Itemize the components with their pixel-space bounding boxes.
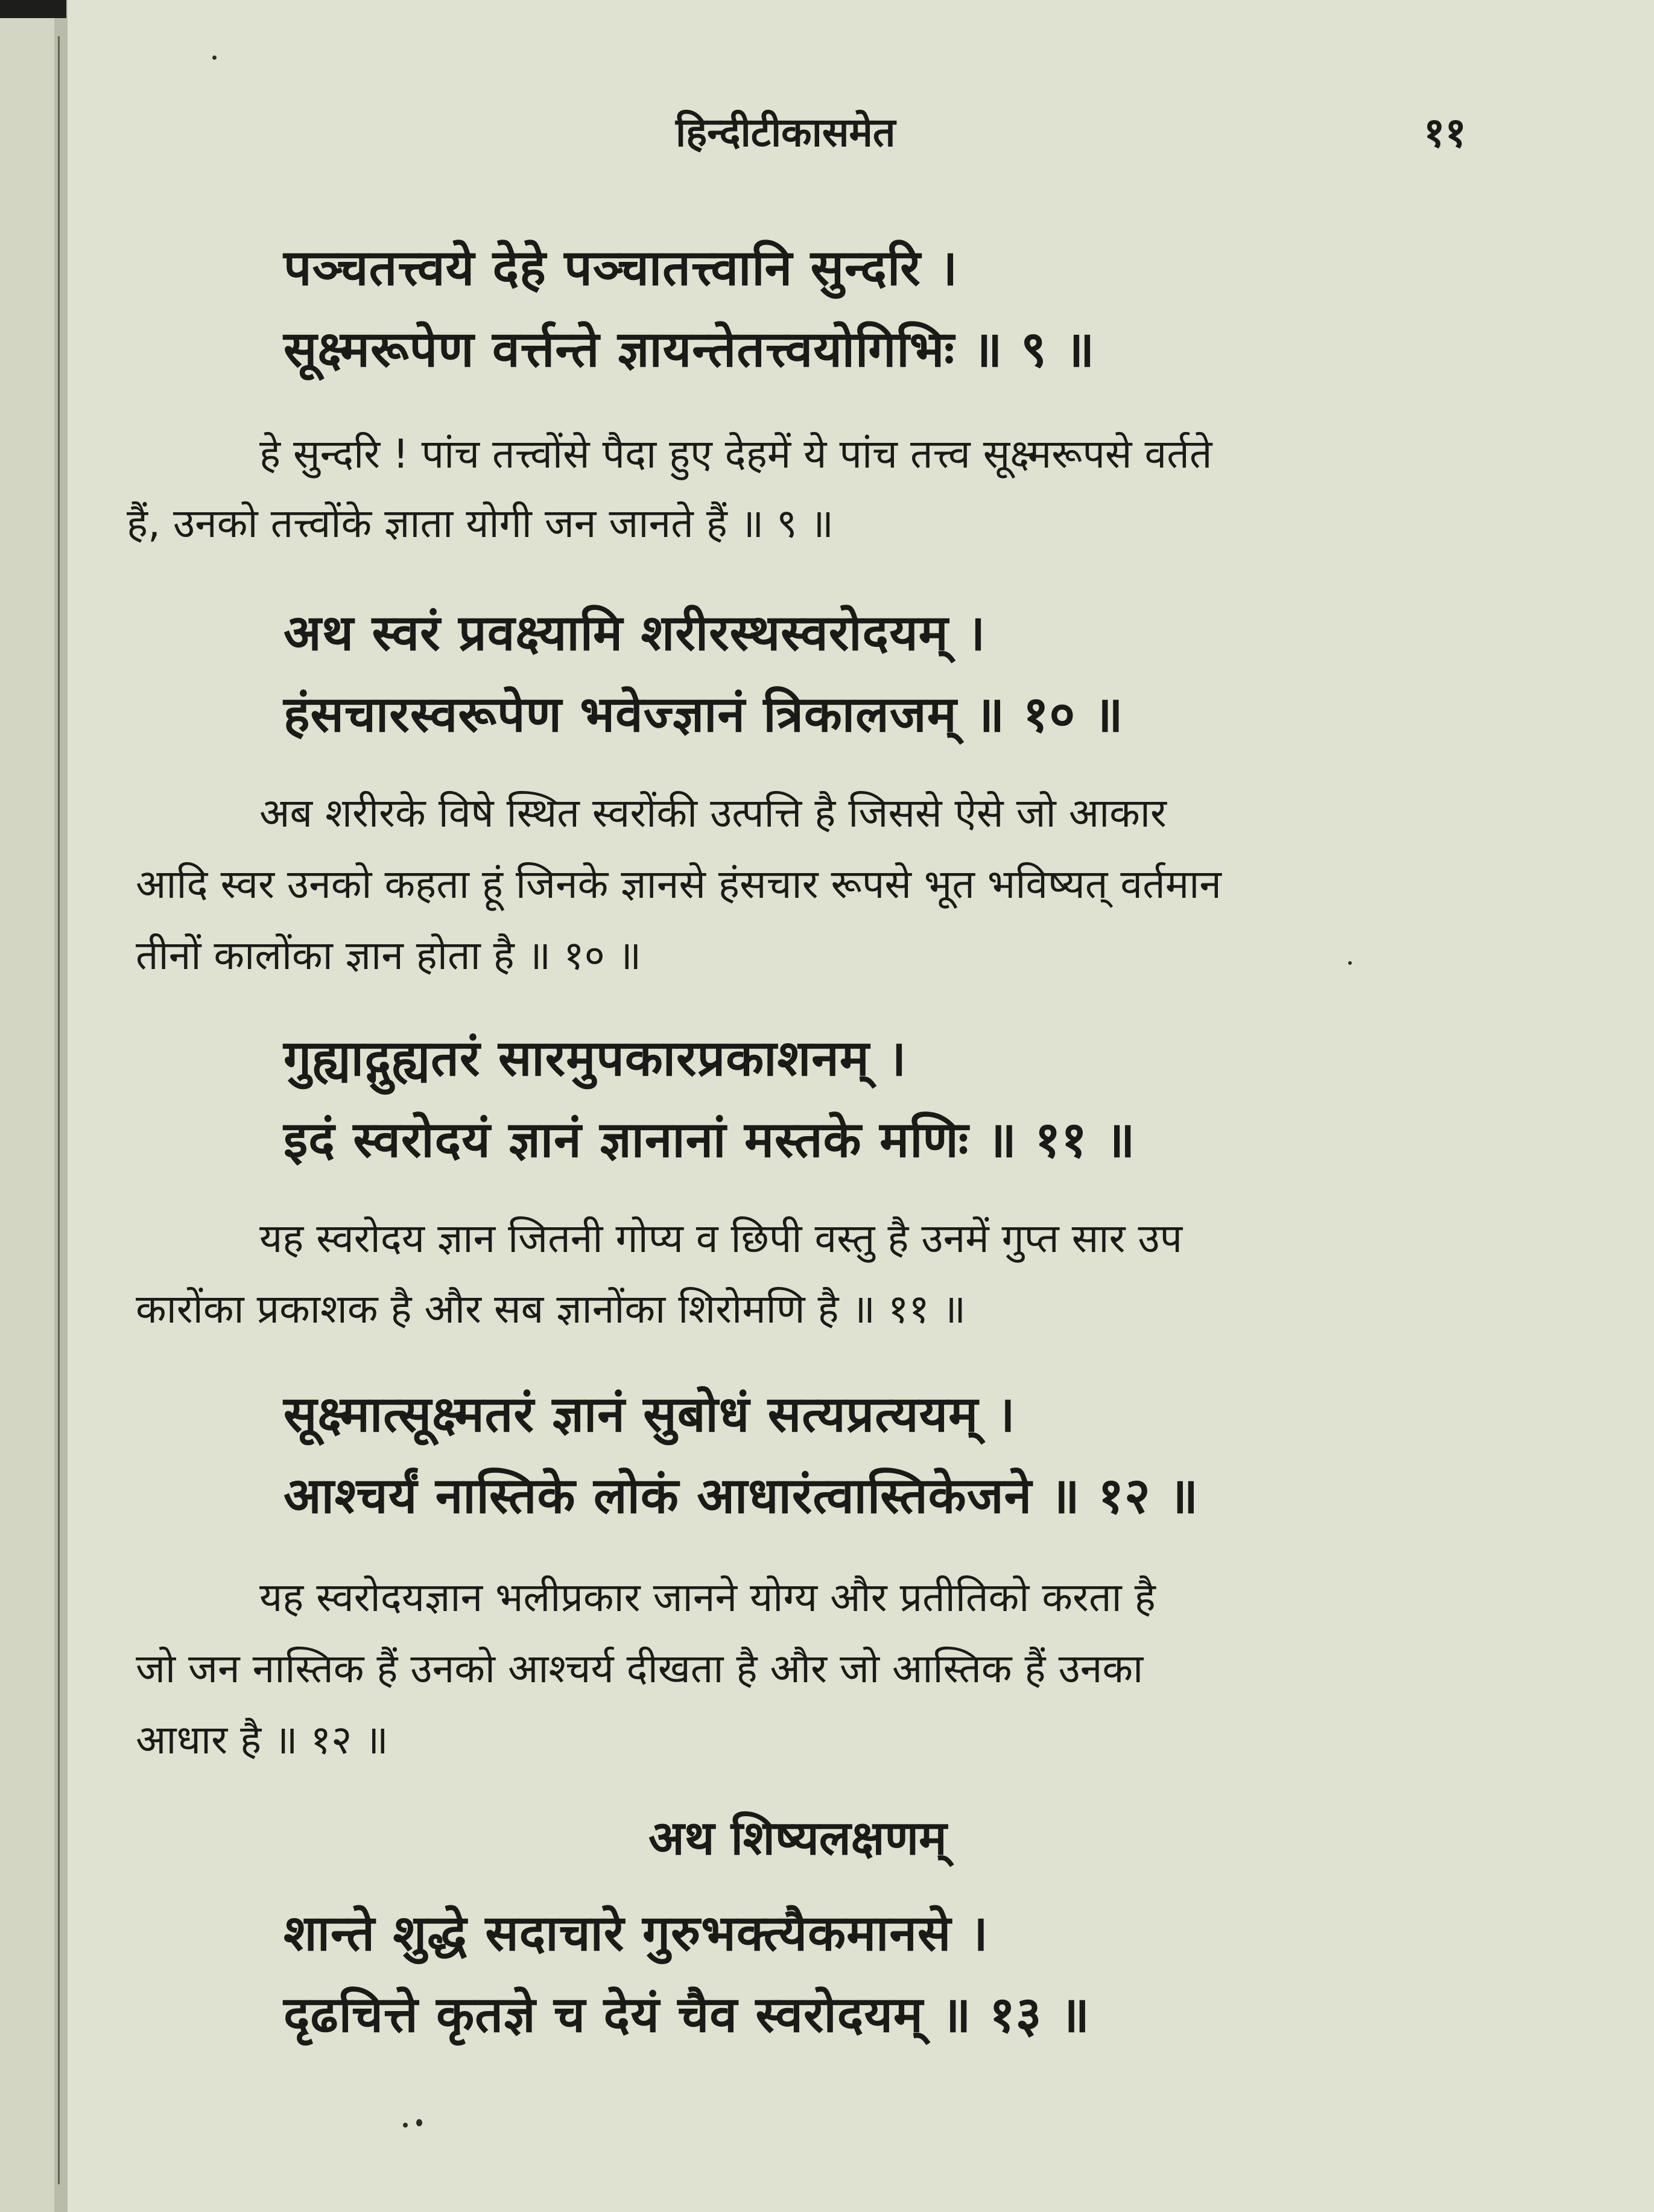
verse-9-line-1: पञ्चतत्त्वये देहे पञ्चातत्त्वानि सुन्दरि । <box>284 240 958 297</box>
page-number: ११ <box>1424 109 1466 157</box>
commentary-12-line-2: जो जन नास्तिक हैं उनको आश्चर्य दीखता है और जो आस्तिक हैं उनका <box>136 1645 1144 1692</box>
verse-11-line-2: इदं स्वरोदयं ज्ञानं ज्ञानानां मस्तके मणिः ॥ ११ ॥ <box>284 1111 1136 1169</box>
binding-corner <box>0 0 66 18</box>
print-speck <box>212 56 217 60</box>
print-speck <box>416 2119 422 2126</box>
commentary-10-line-1: अब शरीरके विषे स्थित स्वरोंकी उत्पत्ति है जिससे ऐसे जो आकार <box>259 790 1167 836</box>
commentary-9-line-1: हे सुन्दरि ! पांच तत्त्वोंसे पैदा हुए देहमें ये पांच तत्त्व सूक्ष्मरूपसे वर्तते <box>259 431 1212 477</box>
print-speck <box>1348 961 1352 965</box>
verse-10-line-2: हंसचारस्वरूपेण भवेज्ज्ञानं त्रिकालजम् ॥ १० ॥ <box>284 686 1124 743</box>
verse-12-line-2: आश्चर्यं नास्तिके लोकं आधारंत्वास्तिकेजने ॥ १२ ॥ <box>284 1467 1199 1525</box>
commentary-10-line-2: आदि स्वर उनको कहता हूं जिनके ज्ञानसे हंसचार रूपसे भूत भविष्यत् वर्तमान <box>136 861 1221 907</box>
verse-13-line-2: दृढचित्ते कृतज्ञे च देयं चैव स्वरोदयम् ॥ १३ ॥ <box>284 1986 1091 2044</box>
verse-12-line-1: सूक्ष्मात्सूक्ष्मतरं ज्ञानं सुबोधं सत्यप्रत्ययम् । <box>284 1386 1016 1443</box>
left-page-edge <box>0 0 54 2212</box>
print-speck <box>403 2123 408 2128</box>
commentary-12-line-1: यह स्वरोदयज्ञान भलीप्रकार जानने योग्य और प्रतीतिको करता है <box>259 1574 1156 1621</box>
gutter-line <box>58 36 60 2184</box>
commentary-11-line-2: कारोंका प्रकाशक है और सब ज्ञानोंका शिरोमणि है ॥ ११ ॥ <box>136 1286 966 1332</box>
commentary-12-line-3: आधार है ॥ १२ ॥ <box>136 1717 388 1763</box>
commentary-11-line-1: यह स्वरोदय ज्ञान जितनी गोप्य व छिपी वस्तु है उनमें गुप्त सार उप <box>259 1215 1183 1262</box>
verse-13-line-1: शान्ते शुद्धे सदाचारे गुरुभक्त्यैकमानसे । <box>284 1905 989 1962</box>
running-header-title: हिन्दीटीकासमेत <box>676 109 896 156</box>
commentary-10-line-3: तीनों कालोंका ज्ञान होता है ॥ १० ॥ <box>136 932 642 979</box>
commentary-9-line-2: हैं, उनको तत्त्वोंके ज्ञाता योगी जन जानते हैं ॥ ९ ॥ <box>127 500 834 547</box>
verse-9-line-2: सूक्ष्मरूपेण वर्त्तन्ते ज्ञायन्तेतत्त्वयोगिभिः ॥ ९ ॥ <box>284 321 1095 378</box>
verse-11-line-1: गुह्याद्गुह्यतरं सारमुपकारप्रकाशनम् । <box>284 1030 907 1087</box>
section-heading: अथ शिष्यलक्षणम् <box>648 1811 947 1866</box>
verse-10-line-1: अथ स्वरं प्रवक्ष्यामि शरीरस्थस्वरोदयम् । <box>284 605 986 662</box>
gutter-shadow <box>54 0 68 2212</box>
